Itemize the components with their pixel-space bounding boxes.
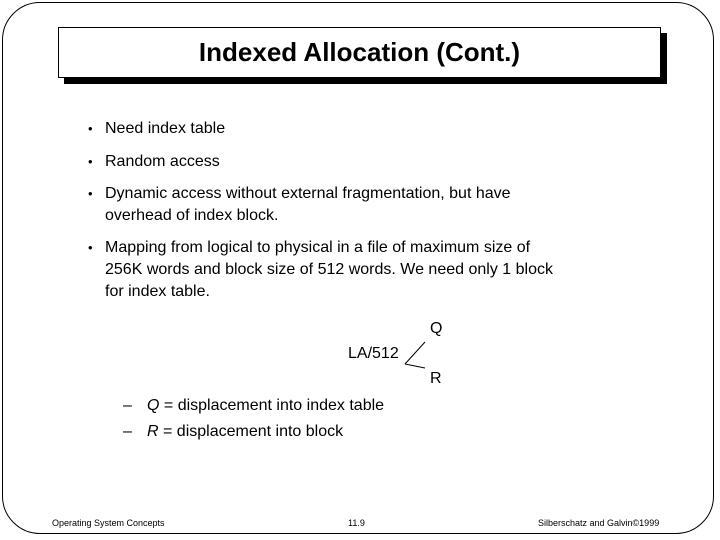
bullet-line: Need index table xyxy=(105,120,226,137)
footer-page-number: 11.9 xyxy=(348,518,365,528)
bullet-line: Dynamic access without external fragmentation, but have xyxy=(105,185,511,202)
title-box xyxy=(58,27,661,78)
bullet-line: 256K words and block size of 512 words. We need only 1 block xyxy=(105,261,553,278)
bullet-icon: • xyxy=(88,186,93,201)
variable-q: Q xyxy=(147,397,160,414)
dash-marker: – xyxy=(123,423,132,440)
bullet-icon: • xyxy=(88,154,93,169)
dash-marker: – xyxy=(123,397,132,414)
bullet-item-1 xyxy=(105,118,665,140)
bullet-item-4 xyxy=(105,237,665,303)
bullet-icon: • xyxy=(88,121,93,136)
subpoint-r-text: = displacement into block xyxy=(158,423,344,440)
subpoint-r xyxy=(147,424,343,440)
remainder-label: R xyxy=(430,370,442,387)
quotient-label: Q xyxy=(430,320,443,337)
bullet-item-2 xyxy=(105,151,665,173)
bullet-item-3 xyxy=(105,183,665,227)
footer-authors: Silberschatz and Galvin©1999 xyxy=(538,518,660,528)
bullet-line: for index table. xyxy=(105,283,210,300)
dividend-label: LA/512 xyxy=(348,345,399,362)
subpoint-q xyxy=(147,398,384,414)
variable-r: R xyxy=(147,423,159,440)
bullet-line: overhead of index block. xyxy=(105,207,279,224)
slide-title: Indexed Allocation (Cont.) xyxy=(198,37,521,67)
bullet-icon: • xyxy=(88,240,93,255)
bullet-line: Random access xyxy=(105,153,220,170)
footer-book-title: Operating System Concepts xyxy=(52,518,165,528)
bullet-line: Mapping from logical to physical in a file of maximum size of xyxy=(105,239,531,256)
subpoint-q-text: = displacement into index table xyxy=(159,397,385,414)
